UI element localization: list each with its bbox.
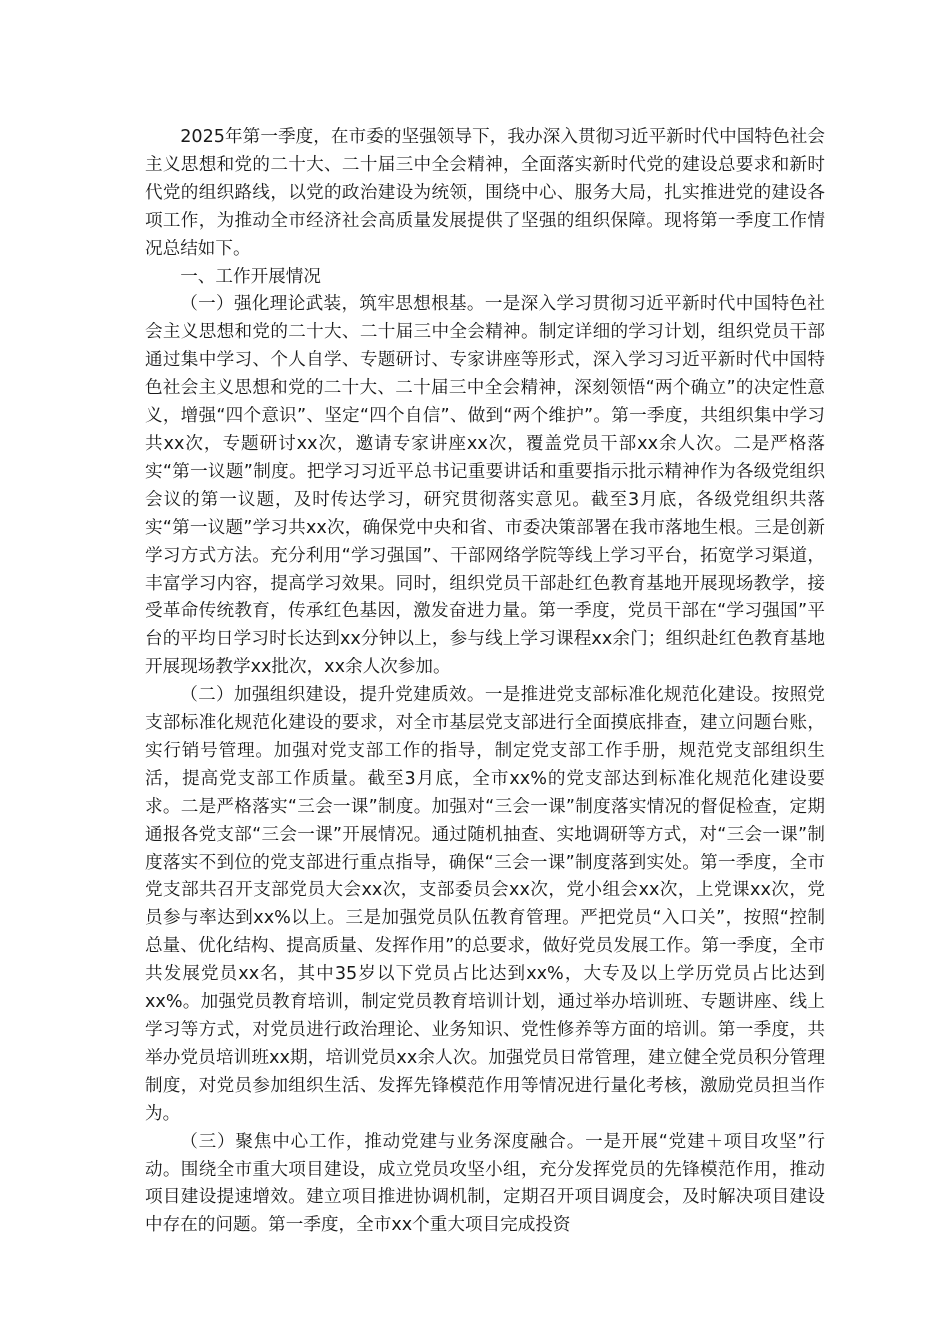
- paragraph-organization-building: （二）加强组织建设，提升党建质效。一是推进党支部标准化规范化建设。按照党支部标准化规范化建设的要求，对全市基层党支部进行全面摸底排查，建立问题台账，实行销号管理。加强对党支部工作的指导，制定党支部工作手册，规范党支部组织生活，提高党支部工作质量。截至3月底，全市xx%的党支部达到标准化规范化建设要求。二是严格落实“三会一课”制度。加强对“三会一课”制度落实情况的督促检查，定期通报各党支部“三会一课”开展情况。通过随机抽查、实地调研等方式，对“三会一课”制度落实不到位的党支部进行重点指导，确保“三会一课”制度落到实处。第一季度，全市党支部共召开支部党员大会xx次，支部委员会xx次，党小组会xx次，上党课xx次，党员参与率达到xx%以上。三是加强党员队伍教育管理。严把党员“入口关”，按照“控制总量、优化结构、提高质量、发挥作用”的总要求，做好党员发展工作。第一季度，全市共发展党员xx名，其中35岁以下党员占比达到xx%，大专及以上学历党员占比达到xx%。加强党员教育培训，制定党员教育培训计划，通过举办培训班、专题讲座、线上学习等方式，对党员进行政治理论、业务知识、党性修养等方面的培训。第一季度，共举办党员培训班xx期，培训党员xx余人次。加强党员日常管理，建立健全党员积分管理制度，对党员参加组织生活、发挥先锋模范作用等情况进行量化考核，激励党员担当作为。: [145, 685, 825, 1124]
- section-heading-work-overview: 一、工作开展情况: [180, 266, 321, 287]
- paragraph-theory-study: （一）强化理论武装，筑牢思想根基。一是深入学习贯彻习近平新时代中国特色社会主义思想和党的二十大、二十届三中全会精神。制定详细的学习计划，组织党员干部通过集中学习、个人自学、专题研讨、专家讲座等形式，深入学习习近平新时代中国特色社会主义思想和党的二十大、二十届三中全会精神，深刻领悟“两个确立”的决定性意义，增强“四个意识”、坚定“四个自信”、做到“两个维护”。第一季度，共组织集中学习共xx次，专题研讨xx次，邀请专家讲座xx次，覆盖党员干部xx余人次。二是严格落实“第一议题”制度。把学习习近平总书记重要讲话和重要指示批示精神作为各级党组织会议的第一议题，及时传达学习，研究贯彻落实意见。截至3月底，各级党组织共落实“第一议题”学习共xx次，确保党中央和省、市委决策部署在我市落地生根。三是创新学习方式方法。充分利用“学习强国”、干部网络学院等线上学习平台，拓宽学习渠道，丰富学习内容，提高学习效果。同时，组织党员干部赴红色教育基地开展现场教学，接受革命传统教育，传承红色基因，激发奋进力量。第一季度，党员干部在“学习强国”平台的平均日学习时长达到xx分钟以上，参与线上学习课程xx余门；组织赴红色教育基地开展现场教学xx批次，xx余人次参加。: [145, 294, 825, 678]
- document-body: [145, 124, 825, 1240]
- intro-paragraph: 2025年第一季度，在市委的坚强领导下，我办深入贯彻习近平新时代中国特色社会主义思想和党的二十大、二十届三中全会精神，全面落实新时代党的建设总要求和新时代党的组织路线，以党的政治建设为统领，围绕中心、服务大局，扎实推进党的建设各项工作，为推动全市经济社会高质量发展提供了坚强的组织保障。现将第一季度工作情况总结如下。: [145, 127, 825, 259]
- paragraph-central-work: （三）聚焦中心工作，推动党建与业务深度融合。一是开展“党建＋项目攻坚”行动。围绕全市重大项目建设，成立党员攻坚小组，充分发挥党员的先锋模范作用，推动项目建设提速增效。建立项目推进协调机制，定期召开项目调度会，及时解决项目建设中存在的问题。第一季度，全市xx个重大项目完成投资: [145, 1131, 825, 1236]
